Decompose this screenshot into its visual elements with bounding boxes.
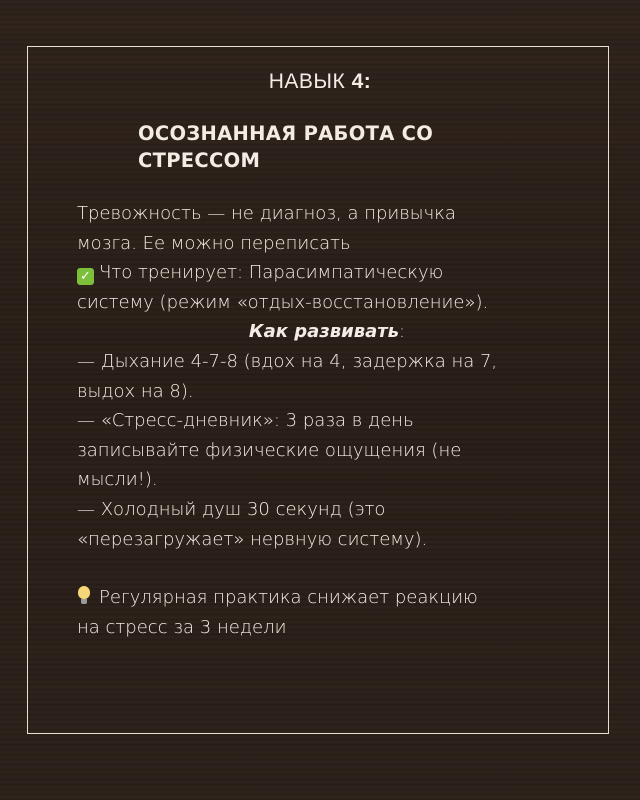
list-item: — «Стресс-дневник»: 3 раза в день [77,410,414,432]
tip-line-1 [77,583,577,613]
how-heading [77,317,577,347]
trains-line-2: систему (режим «отдых-восстановление»). [77,291,489,313]
how-label: Как развивать [248,321,400,343]
list-item: — Дыхание 4-7-8 (вдох на 4, задержка на 7, [77,350,498,372]
light-bulb-icon [77,586,91,606]
list-item: выдох на 8). [77,380,194,402]
title-line-1: ОСОЗНАННАЯ РАБОТА СО [138,122,434,145]
list-item: мысли!). [77,469,158,491]
list-item: записывайте физические ощущения (не [77,439,462,461]
tip-line-2: на стресс за 3 недели [77,616,287,638]
list-item: — Холодный душ 30 секунд (это [77,498,386,520]
title-line-2: СТРЕССОМ [138,149,261,172]
check-icon: ✓ [77,268,94,285]
intro-line-2: мозга. Ее можно переписать [77,232,351,254]
trains-line-1 [77,258,577,288]
skill-number: 4: [351,70,372,93]
list-item: «перезагружает» нервную систему). [77,528,428,550]
body-text [77,199,577,642]
skill-word: НАВЫК [268,70,346,93]
skill-heading [0,70,640,94]
intro-line-1: Тревожность — не диагноз, а привычка [77,203,456,224]
tip-text: Регулярная практика снижает реакцию [99,587,478,609]
page-title [138,120,578,174]
trains-text: Что тренирует: Парасимпатическую [99,262,444,284]
how-colon: : [399,321,406,343]
